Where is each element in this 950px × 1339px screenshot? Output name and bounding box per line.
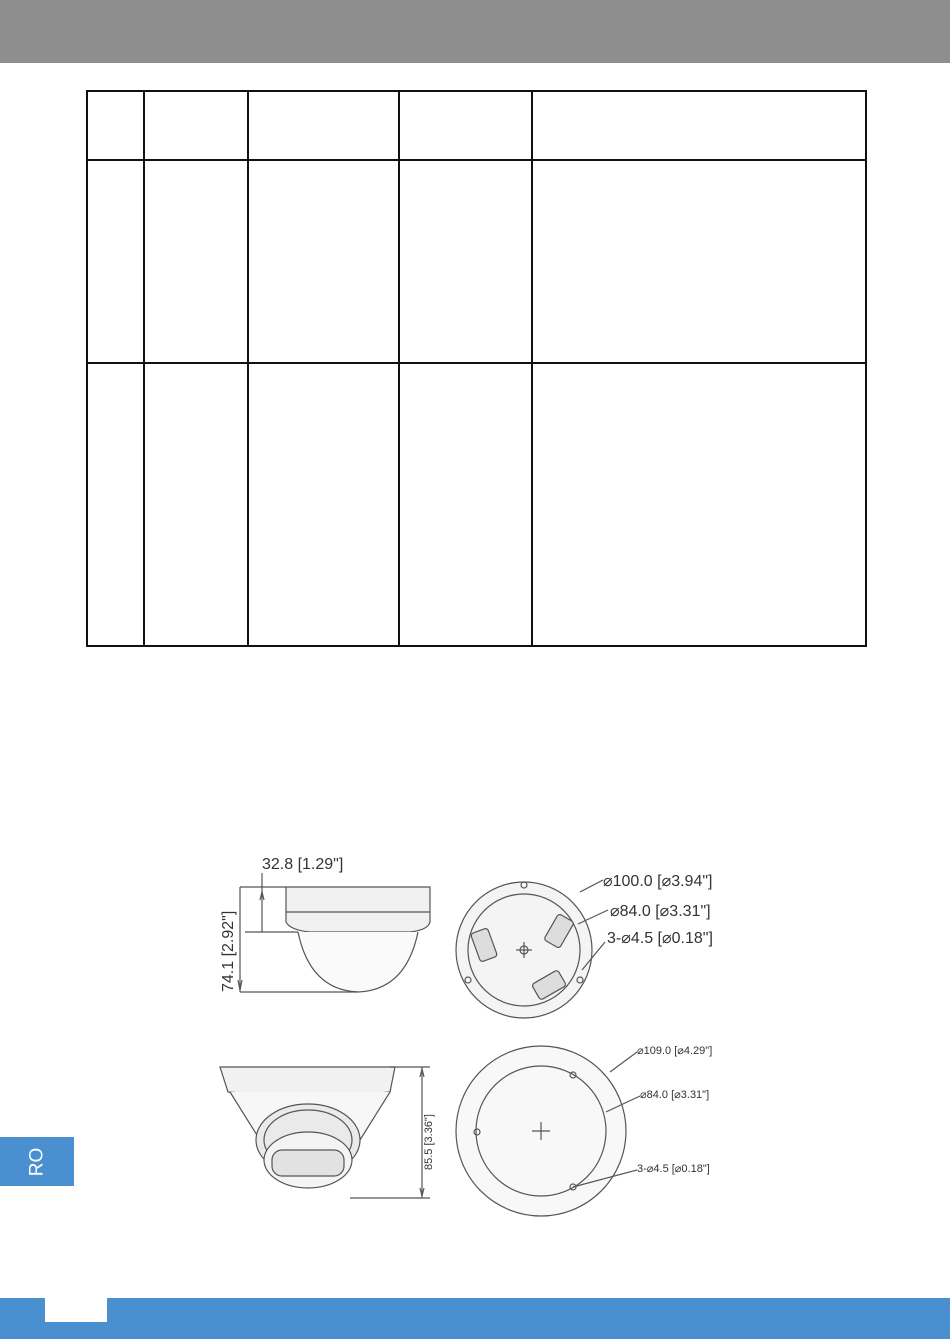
table-cell (399, 160, 532, 363)
dimension-drawing (200, 840, 760, 1230)
table-cell (144, 160, 248, 363)
dim-plate-holes: 3-⌀4.5 [⌀0.18"] (637, 1163, 710, 1175)
dim-base-d84: ⌀84.0 [⌀3.31"] (610, 903, 711, 920)
spec-table (86, 90, 867, 647)
table-cell (248, 160, 399, 363)
base-view-top (456, 880, 608, 1018)
header-banner (0, 0, 950, 63)
page-number-box (45, 1298, 107, 1322)
table-cell (532, 91, 866, 160)
table-cell (144, 363, 248, 646)
table-cell (532, 160, 866, 363)
table-header-row (87, 91, 866, 160)
dim-plate-d84: ⌀84.0 [⌀3.31"] (640, 1089, 710, 1101)
table-cell (399, 363, 532, 646)
dim-top-height: 32.8 [1.29"] (262, 856, 344, 873)
table-row (87, 160, 866, 363)
table-row (87, 363, 866, 646)
dim-side-height: 85.5 [3.36"] (423, 1114, 435, 1170)
dim-total-height: 74.1 [2.92"] (220, 910, 237, 992)
language-tab (0, 1137, 74, 1186)
footer-bar (0, 1298, 950, 1339)
side-view-top (238, 873, 430, 992)
table-cell (399, 91, 532, 160)
mounting-plate (456, 1046, 640, 1216)
dim-base-holes: 3-⌀4.5 [⌀0.18"] (607, 930, 713, 947)
dim-base-d100: ⌀100.0 [⌀3.94"] (603, 873, 713, 890)
dim-plate-d109: ⌀109.0 [⌀4.29"] (637, 1045, 713, 1057)
table-cell (144, 91, 248, 160)
table-cell (87, 160, 144, 363)
table-cell (87, 363, 144, 646)
side-view-bottom (220, 1067, 430, 1198)
table-cell (248, 91, 399, 160)
table-cell (87, 91, 144, 160)
table-cell (532, 363, 866, 646)
table-cell (248, 363, 399, 646)
language-label: RO (26, 1147, 47, 1176)
